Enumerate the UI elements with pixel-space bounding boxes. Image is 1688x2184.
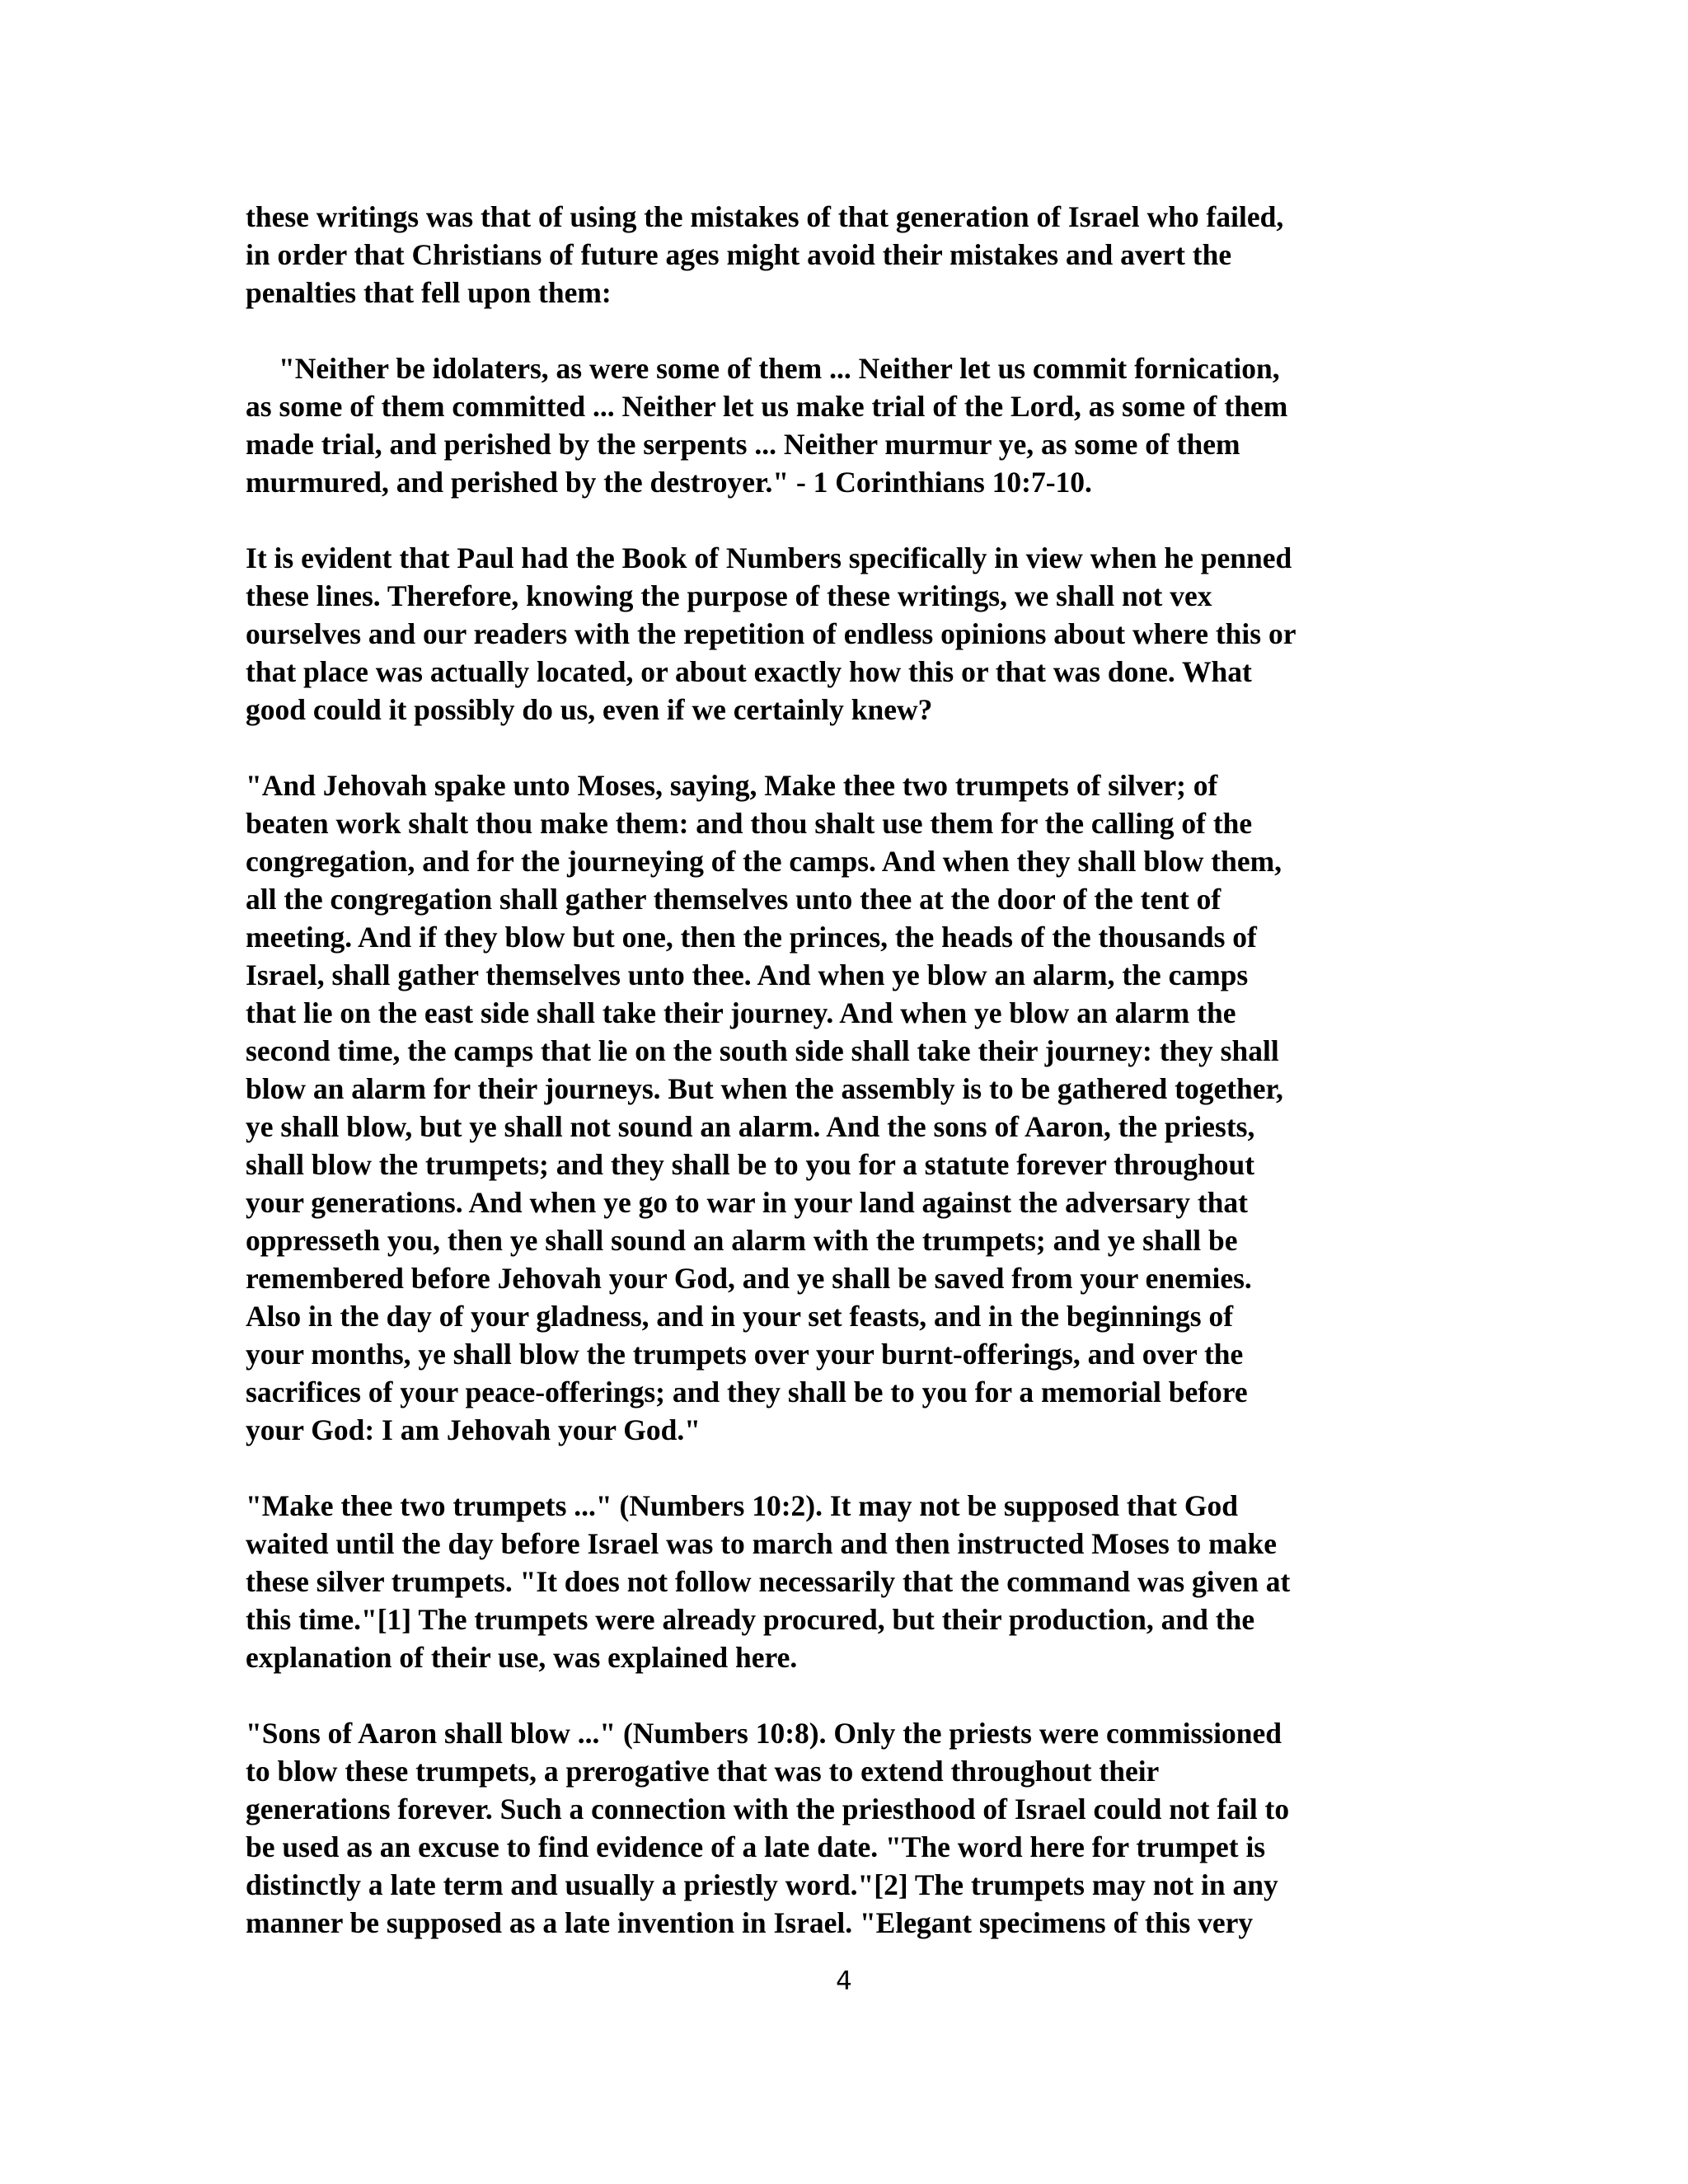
text-line: this time."[1] The trumpets were already procured, but their production, and the	[246, 1603, 1255, 1636]
text-line: in order that Christians of future ages might avoid their mistakes and avert the	[246, 238, 1232, 271]
text-line: these silver trumpets. "It does not follow necessarily that the command was given at	[246, 1565, 1291, 1598]
text-line: ourselves and our readers with the repetition of endless opinions about where this or	[246, 617, 1296, 650]
text-line: generations forever. Such a connection with the priesthood of Israel could not fail to	[246, 1793, 1290, 1825]
text-line: murmured, and perished by the destroyer." - 1 Corinthians 10:7-10.	[246, 466, 1092, 499]
text-line: these writings was that of using the mistakes of that generation of Israel who failed,	[246, 200, 1284, 233]
paragraph	[246, 1487, 1441, 1676]
text-line: waited until the day before Israel was to march and then instructed Moses to make	[246, 1527, 1277, 1560]
text-line: congregation, and for the journeying of the camps. And when they shall blow them,	[246, 845, 1282, 878]
text-line: ye shall blow, but ye shall not sound an alarm. And the sons of Aaron, the priests,	[246, 1110, 1255, 1143]
text-line: Israel, shall gather themselves unto thee. And when ye blow an alarm, the camps	[246, 958, 1249, 991]
page-number: 4	[836, 1966, 852, 1996]
text-line: penalties that fell upon them:	[246, 276, 612, 309]
text-line: oppresseth you, then ye shall sound an alarm with the trumpets; and ye shall be	[246, 1224, 1238, 1257]
text-line: "Make thee two trumpets ..." (Numbers 10:2). It may not be supposed that God	[246, 1489, 1238, 1522]
text-line: explanation of their use, was explained here.	[246, 1641, 798, 1674]
text-line: meeting. And if they blow but one, then the princes, the heads of the thousands of	[246, 921, 1257, 954]
text-line: "Sons of Aaron shall blow ..." (Numbers 10:8). Only the priests were commissioned	[246, 1717, 1282, 1750]
text-line: your generations. And when ye go to war in your land against the adversary that	[246, 1186, 1248, 1219]
text-line: shall blow the trumpets; and they shall be to you for a statute forever throughout	[246, 1148, 1255, 1181]
text-line: that lie on the east side shall take their journey. And when ye blow an alarm the	[246, 996, 1236, 1029]
text-line: that place was actually located, or about exactly how this or that was done. What	[246, 655, 1252, 688]
text-line: distinctly a late term and usually a priestly word."[2] The trumpets may not in any	[246, 1868, 1278, 1901]
text-line: manner be supposed as a late invention in Israel. "Elegant specimens of this very	[246, 1906, 1254, 1939]
text-line: your months, ye shall blow the trumpets over your burnt-offerings, and over the	[246, 1338, 1244, 1371]
text-line: second time, the camps that lie on the south side shall take their journey: they shall	[246, 1034, 1279, 1067]
text-line: sacrifices of your peace-offerings; and they shall be to you for a memorial before	[246, 1376, 1248, 1408]
paragraph	[246, 198, 1441, 312]
scripture-quote	[246, 766, 1441, 1449]
text-line: remembered before Jehovah your God, and ye shall be saved from your enemies.	[246, 1262, 1252, 1295]
body-text	[246, 198, 1441, 1942]
text-line: good could it possibly do us, even if we certainly knew?	[246, 693, 933, 726]
text-line: blow an alarm for their journeys. But when the assembly is to be gathered together,	[246, 1072, 1283, 1105]
text-line: these lines. Therefore, knowing the purpose of these writings, we shall not vex	[246, 579, 1212, 612]
text-line: "And Jehovah spake unto Moses, saying, Make thee two trumpets of silver; of	[246, 769, 1218, 802]
text-line: as some of them committed ... Neither let us make trial of the Lord, as some of them	[246, 390, 1288, 423]
text-line: all the congregation shall gather themselves unto thee at the door of the tent of	[246, 883, 1221, 916]
paragraph	[246, 539, 1441, 729]
text-line: made trial, and perished by the serpents ... Neither murmur ye, as some of them	[246, 428, 1240, 461]
paragraph	[246, 1714, 1441, 1942]
text-line: be used as an excuse to find evidence of a late date. "The word here for trumpet is	[246, 1830, 1266, 1863]
text-line: Also in the day of your gladness, and in your set feasts, and in the beginnings of	[246, 1300, 1234, 1333]
text-line: beaten work shalt thou make them: and thou shalt use them for the calling of the	[246, 807, 1253, 840]
text-line: "Neither be idolaters, as were some of them ... Neither let us commit fornication,	[279, 352, 1280, 385]
text-line: your God: I am Jehovah your God."	[246, 1413, 701, 1446]
block-quote	[246, 349, 1441, 501]
text-line: to blow these trumpets, a prerogative that was to extend throughout their	[246, 1755, 1160, 1788]
text-line: It is evident that Paul had the Book of Numbers specifically in view when he penned	[246, 541, 1292, 574]
